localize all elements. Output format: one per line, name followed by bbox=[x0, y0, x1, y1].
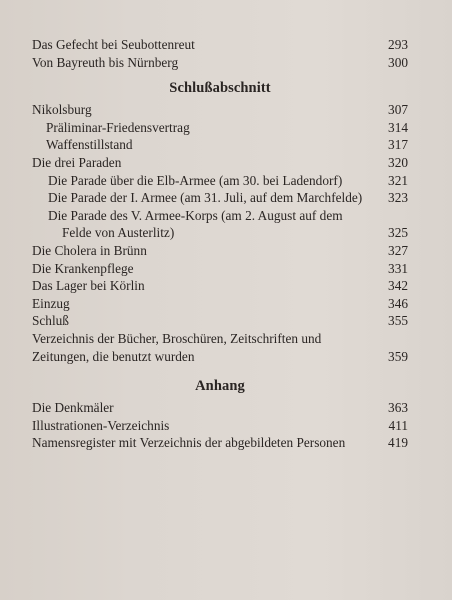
toc-entry-page: 419 bbox=[388, 435, 408, 451]
toc-entry-title: Die Cholera in Brünn bbox=[32, 242, 147, 258]
toc-entry-page: 342 bbox=[388, 278, 408, 294]
toc-entry bbox=[32, 399, 408, 417]
toc-entry-page: 346 bbox=[388, 295, 408, 311]
toc-entry-title: Die Parade der I. Armee (am 31. Juli, auf dem Marchfelde) bbox=[48, 190, 363, 206]
toc-entry-title: Einzug bbox=[32, 295, 70, 311]
toc-entry-title: Verzeichnis der Bücher, Broschüren, Zeitschriften und bbox=[32, 330, 322, 346]
toc-subentry bbox=[32, 136, 408, 154]
toc-entry-page: 314 bbox=[388, 119, 408, 135]
section-heading: Anhang bbox=[195, 378, 245, 395]
toc-entry-title: Die Krankenpflege bbox=[32, 260, 134, 276]
toc-entry-title: Zeitungen, die benutzt wurden bbox=[32, 348, 195, 364]
toc-entry bbox=[32, 54, 408, 72]
toc-entry bbox=[32, 417, 408, 435]
toc-entry-page: 325 bbox=[388, 225, 408, 241]
toc-entry-page: 331 bbox=[388, 260, 408, 276]
toc-subentry bbox=[32, 119, 408, 137]
toc-entry-title: Schluß bbox=[32, 313, 69, 329]
toc-entry-title: Das Gefecht bei Seubottenreut bbox=[32, 37, 195, 52]
toc-entry bbox=[32, 295, 408, 313]
toc-entry bbox=[32, 36, 408, 54]
toc-entry-page: 323 bbox=[388, 190, 408, 206]
table-of-contents bbox=[32, 36, 408, 452]
section-heading: Schlußabschnitt bbox=[169, 80, 271, 97]
toc-subentry bbox=[32, 189, 408, 207]
toc-entry-title: Von Bayreuth bis Nürnberg bbox=[32, 54, 179, 70]
toc-entry-page: 363 bbox=[388, 400, 408, 416]
toc-entry bbox=[32, 260, 408, 278]
toc-entry-title: Waffenstillstand bbox=[46, 137, 133, 153]
toc-entry-title: Illustrationen-Verzeichnis bbox=[32, 417, 170, 433]
toc-entry bbox=[32, 242, 408, 260]
toc-entry-title: Präliminar-Friedensvertrag bbox=[46, 119, 190, 135]
toc-entry bbox=[32, 434, 408, 452]
toc-entry-title: Nikolsburg bbox=[32, 102, 92, 118]
toc-entry-continued bbox=[32, 348, 408, 366]
toc-entry-page: 411 bbox=[388, 417, 408, 433]
toc-entry-page: 359 bbox=[388, 348, 408, 364]
toc-subentry bbox=[32, 172, 408, 190]
toc-entry-title: Die Parade des V. Armee-Korps (am 2. August auf dem bbox=[48, 207, 343, 223]
toc-entry-page: 300 bbox=[388, 54, 408, 70]
toc-entry bbox=[32, 330, 408, 348]
toc-entry-title: Namensregister mit Verzeichnis der abgebildeten Personen bbox=[32, 435, 346, 451]
toc-entry-page: 293 bbox=[388, 37, 408, 52]
toc-entry bbox=[32, 312, 408, 330]
toc-entry-title: Die Denkmäler bbox=[32, 400, 114, 416]
toc-entry-page: 327 bbox=[388, 242, 408, 258]
toc-subentry bbox=[32, 207, 408, 225]
toc-entry bbox=[32, 101, 408, 119]
toc-entry-page: 307 bbox=[388, 102, 408, 118]
toc-entry-page: 320 bbox=[388, 154, 408, 170]
toc-entry-title: Die Parade über die Elb-Armee (am 30. bei Ladendorf) bbox=[48, 172, 343, 188]
toc-entry-page: 321 bbox=[388, 172, 408, 188]
toc-entry-page: 355 bbox=[388, 313, 408, 329]
toc-entry bbox=[32, 154, 408, 172]
toc-entry bbox=[32, 277, 408, 295]
toc-subentry-continued bbox=[32, 224, 408, 242]
toc-entry-title: Die drei Paraden bbox=[32, 154, 122, 170]
toc-entry-title: Felde von Austerlitz) bbox=[62, 225, 175, 241]
toc-entry-title: Das Lager bei Körlin bbox=[32, 278, 145, 294]
toc-entry-page: 317 bbox=[388, 137, 408, 153]
